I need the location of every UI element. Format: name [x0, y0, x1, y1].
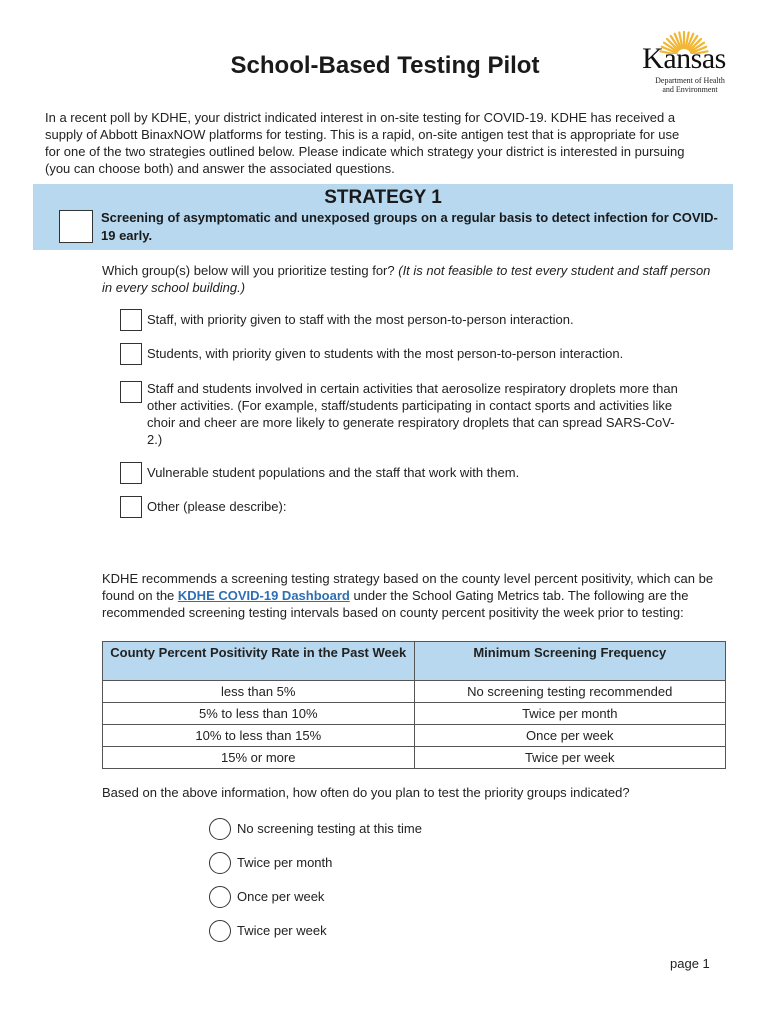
frequency-radio-twice-month[interactable]	[209, 852, 231, 874]
group-label: Vulnerable student populations and the staff that work with them.	[147, 465, 520, 480]
screening-frequency-table	[102, 641, 726, 769]
frequency-label: No screening testing at this time	[237, 821, 422, 836]
group-label: Other (please describe):	[147, 499, 287, 514]
table-row	[103, 703, 726, 725]
strategy-description: Screening of asymptomatic and unexposed groups on a regular basis to detect infection for COVID-19 early.	[101, 210, 718, 243]
intro-paragraph: In a recent poll by KDHE, your district indicated interest in on-site testing for COVID-19. KDHE has received a supply of Abbott BinaxNOW platforms for testing. This is a rapid, on-site antigen test that is appropriate for use for one of the two strategies outlined below. Please indicate which strategy your district is interested in pursuing (you can choose both) and answer the associated questions.	[45, 110, 685, 176]
strategy-1-checkbox[interactable]	[59, 210, 93, 243]
kdhe-recommendation	[102, 570, 732, 621]
frequency-label: Twice per week	[237, 923, 327, 938]
group-checkbox-vulnerable[interactable]	[120, 462, 142, 484]
table-header-cell: County Percent Positivity Rate in the Past Week	[103, 642, 415, 681]
table-cell: 15% or more	[103, 747, 415, 769]
page-title: School-Based Testing Pilot	[230, 52, 540, 79]
logo-subtitle-line1: Department of Health	[655, 76, 725, 85]
kdhe-logo	[634, 30, 734, 98]
group-label: Staff and students involved in certain activities that aerosolize respiratory droplets more than other activities. (For example, staff/students participating in contact sports and activities like choir and cheer are more likely to generate respiratory droplets that can spread SARS-CoV-2.)	[147, 381, 678, 447]
priority-question	[102, 262, 722, 296]
frequency-label: Once per week	[237, 889, 325, 904]
group-checkbox-staff[interactable]	[120, 309, 142, 331]
group-checkbox-other[interactable]	[120, 496, 142, 518]
table-row	[103, 725, 726, 747]
logo-name: Kansas	[642, 42, 726, 75]
logo-subtitle-line2: and Environment	[662, 85, 718, 94]
group-checkbox-students[interactable]	[120, 343, 142, 365]
table-cell: Twice per month	[414, 703, 726, 725]
table-cell: 10% to less than 15%	[103, 725, 415, 747]
group-label: Students, with priority given to students with the most person-to-person interaction.	[147, 346, 624, 361]
table-cell: less than 5%	[103, 681, 415, 703]
frequency-radio-none[interactable]	[209, 818, 231, 840]
table-row	[103, 747, 726, 769]
plan-question: Based on the above information, how often do you plan to test the priority groups indicated?	[102, 785, 630, 800]
group-checkbox-aerosol-activities[interactable]	[120, 381, 142, 403]
page-number: page 1	[670, 956, 710, 971]
table-header-cell: Minimum Screening Frequency	[414, 642, 726, 681]
group-label: Staff, with priority given to staff with the most person-to-person interaction.	[147, 312, 574, 327]
table-row	[103, 681, 726, 703]
kdhe-text-after: under the School Gating Metrics tab. The following are the recommended screening testing intervals based on county percent positivity the week prior to testing:	[102, 588, 689, 620]
frequency-radio-once-week[interactable]	[209, 886, 231, 908]
table-header-row	[103, 642, 726, 681]
priority-question-note: (It is not feasible to test every student and staff person in every school building.)	[102, 263, 711, 295]
table-cell: No screening testing recommended	[414, 681, 726, 703]
priority-question-text: Which group(s) below will you prioritize testing for?	[102, 263, 399, 278]
table-cell: Once per week	[414, 725, 726, 747]
dashboard-link[interactable]: KDHE COVID-19 Dashboard	[177, 588, 350, 603]
frequency-label: Twice per month	[237, 855, 333, 870]
logo-subtitle	[646, 76, 734, 94]
strategy-title: STRATEGY 1	[324, 187, 442, 208]
table-cell: Twice per week	[414, 747, 726, 769]
frequency-radio-twice-week[interactable]	[209, 920, 231, 942]
kdhe-text-before: KDHE recommends a screening testing strategy based on the county level percent positivity, which can be found on the	[102, 571, 714, 603]
table-cell: 5% to less than 10%	[103, 703, 415, 725]
